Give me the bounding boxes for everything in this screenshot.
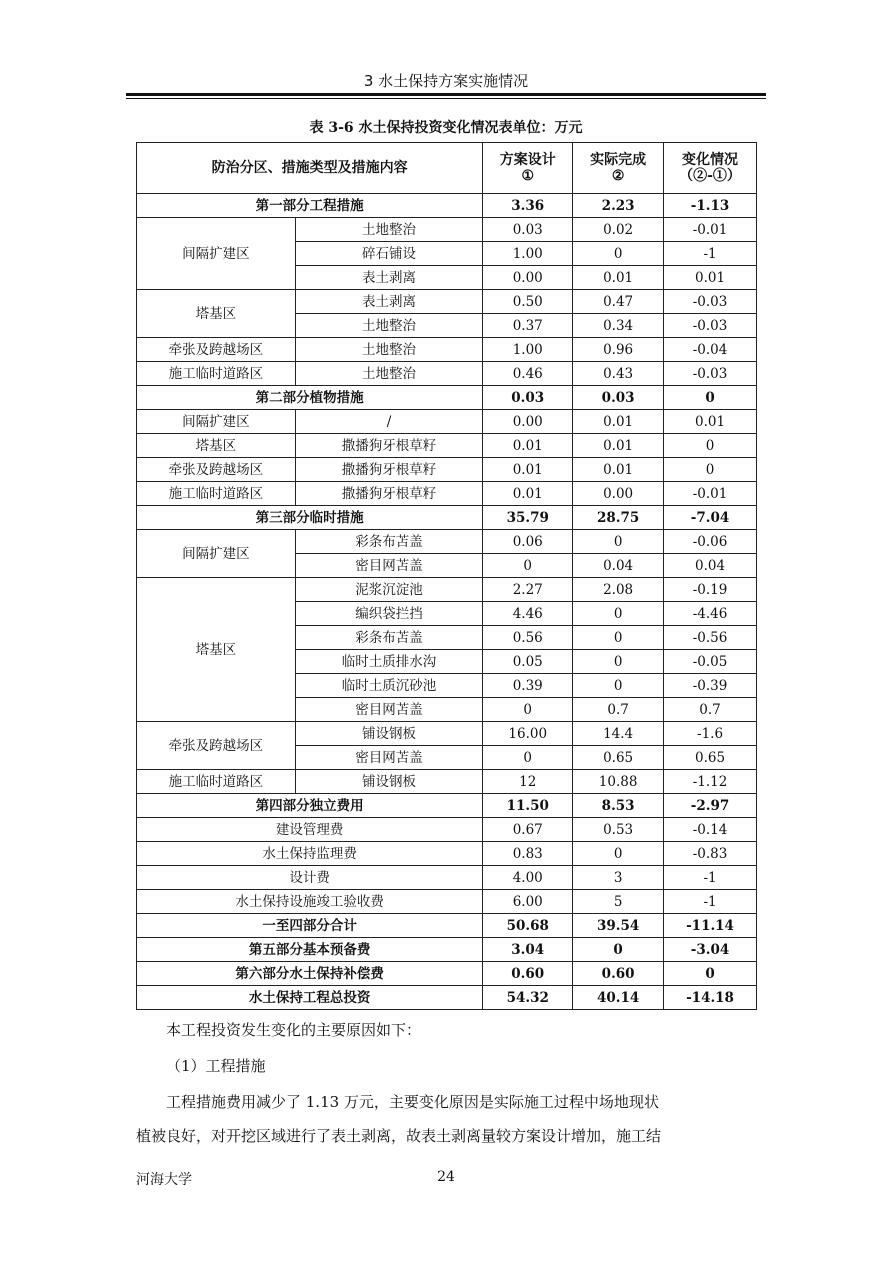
table-row: 编织袋拦挡 4.46 0 -4.46 <box>137 602 757 626</box>
zone-cell: 塔基区 <box>137 578 296 722</box>
body-paragraph-line1: 工程措施费用减少了 1.13 万元，主要变化原因是实际施工过程中场地现状 <box>166 1093 659 1111</box>
header-rule-thin <box>126 98 766 99</box>
table-row: 间隔扩建区 土地整治 0.03 0.02 -0.01 <box>137 218 757 242</box>
page-header-title: 3 水土保持方案实施情况 <box>363 72 529 90</box>
table-row: 牵张及跨越场区 撒播狗牙根草籽 0.01 0.01 0 <box>137 458 757 482</box>
table-row: 水土保持设施竣工验收费 6.00 5 -1 <box>137 890 757 914</box>
body-subheading: （1）工程措施 <box>166 1057 266 1075</box>
subtotal-row: 一至四部分合计 50.68 39.54 -11.14 <box>137 914 757 938</box>
part-row: 第二部分植物措施 0.03 0.03 0 <box>137 386 757 410</box>
zone-cell: 牵张及跨越场区 <box>137 722 296 770</box>
table-row: 密目网苫盖 0 0.7 0.7 <box>137 698 757 722</box>
zone-cell: 施工临时道路区 <box>137 770 296 794</box>
table-row: 塔基区 撒播狗牙根草籽 0.01 0.01 0 <box>137 434 757 458</box>
table-row: 设计费 4.00 3 -1 <box>137 866 757 890</box>
table-row: 间隔扩建区 / 0.00 0.01 0.01 <box>137 410 757 434</box>
table-row: 密目网苫盖 0 0.65 0.65 <box>137 746 757 770</box>
body-paragraph-intro: 本工程投资发生变化的主要原因如下： <box>166 1021 422 1039</box>
page-number: 24 <box>437 1169 455 1185</box>
part-row: 第六部分水土保持补偿费 0.60 0.60 0 <box>137 962 757 986</box>
table-row: 彩条布苫盖 0.56 0 -0.56 <box>137 626 757 650</box>
investment-table <box>136 142 757 1010</box>
table-row: 牵张及跨越场区 土地整治 1.00 0.96 -0.04 <box>137 338 757 362</box>
table-row: 施工临时道路区 撒播狗牙根草籽 0.01 0.00 -0.01 <box>137 482 757 506</box>
body-paragraph-line2: 植被良好，对开挖区域进行了表土剥离，故表土剥离量较方案设计增加，施工结 <box>136 1127 662 1145</box>
header-item: 防治分区、措施类型及措施内容 <box>137 143 483 194</box>
footer-organization: 河海大学 <box>136 1172 192 1188</box>
table-row: 土地整治 0.37 0.34 -0.03 <box>137 314 757 338</box>
table-caption: 表 3-6 水土保持投资变化情况表单位：万元 <box>309 120 583 136</box>
table-row: 碎石铺设 1.00 0 -1 <box>137 242 757 266</box>
table-row: 塔基区 泥浆沉淀池 2.27 2.08 -0.19 <box>137 578 757 602</box>
zone-cell: 间隔扩建区 <box>137 410 296 434</box>
table-header-row <box>137 143 757 194</box>
table-row: 施工临时道路区 土地整治 0.46 0.43 -0.03 <box>137 362 757 386</box>
zone-cell: 施工临时道路区 <box>137 482 296 506</box>
part-row: 第五部分基本预备费 3.04 0 -3.04 <box>137 938 757 962</box>
part-row: 第三部分临时措施 35.79 28.75 -7.04 <box>137 506 757 530</box>
table-row: 间隔扩建区 彩条布苫盖 0.06 0 -0.06 <box>137 530 757 554</box>
zone-cell: 牵张及跨越场区 <box>137 338 296 362</box>
table-row: 水土保持监理费 0.83 0 -0.83 <box>137 842 757 866</box>
header-change: 变化情况 （②-①） <box>664 143 757 194</box>
part-row: 第四部分独立费用 11.50 8.53 -2.97 <box>137 794 757 818</box>
zone-cell: 塔基区 <box>137 434 296 458</box>
table-row: 临时土质沉砂池 0.39 0 -0.39 <box>137 674 757 698</box>
zone-cell: 间隔扩建区 <box>137 218 296 290</box>
zone-cell: 塔基区 <box>137 290 296 338</box>
header-actual: 实际完成 ② <box>573 143 664 194</box>
zone-cell: 牵张及跨越场区 <box>137 458 296 482</box>
table-row: 表土剥离 0.00 0.01 0.01 <box>137 266 757 290</box>
table-row: 施工临时道路区 铺设钢板 12 10.88 -1.12 <box>137 770 757 794</box>
part-row: 第一部分工程措施 3.36 2.23 -1.13 <box>137 194 757 218</box>
table-row: 塔基区 表土剥离 0.50 0.47 -0.03 <box>137 290 757 314</box>
zone-cell: 间隔扩建区 <box>137 530 296 578</box>
total-row: 水土保持工程总投资 54.32 40.14 -14.18 <box>137 986 757 1010</box>
table-row: 牵张及跨越场区 铺设钢板 16.00 14.4 -1.6 <box>137 722 757 746</box>
header-rule-thick <box>126 93 766 96</box>
header-planned: 方案设计 ① <box>483 143 573 194</box>
zone-cell: 施工临时道路区 <box>137 362 296 386</box>
table-row: 建设管理费 0.67 0.53 -0.14 <box>137 818 757 842</box>
table-row: 密目网苫盖 0 0.04 0.04 <box>137 554 757 578</box>
table-row: 临时土质排水沟 0.05 0 -0.05 <box>137 650 757 674</box>
